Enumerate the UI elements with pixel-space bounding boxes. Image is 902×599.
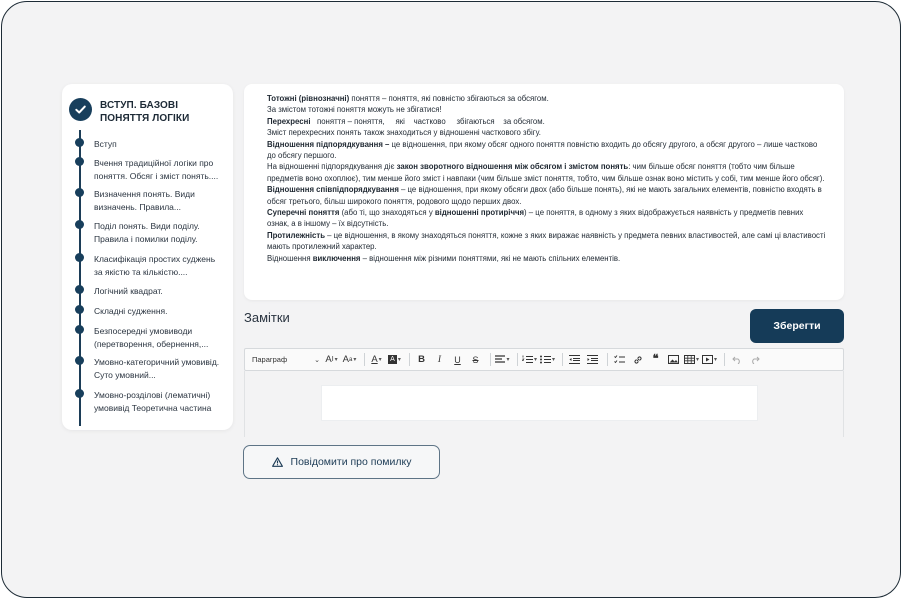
sidebar-item-label: Вступ [94, 139, 117, 149]
timeline-dot [75, 356, 84, 365]
align-icon[interactable] [495, 351, 510, 368]
term: відношенні протиріччя [434, 208, 525, 218]
paragraph [267, 116, 827, 127]
chevron-down-icon: ⌄ [314, 356, 320, 364]
timeline-dot [75, 253, 84, 262]
warning-icon [272, 457, 283, 467]
toolbar-divider [364, 353, 365, 366]
sidebar-item-label: Поділ понять. Види поділу. Правила і помилки поділу. [94, 221, 200, 244]
paragraph [267, 253, 827, 264]
underline-icon[interactable]: U [454, 354, 461, 365]
outdent-icon[interactable] [567, 351, 582, 368]
sidebar-item-label: Складні судження. [94, 306, 168, 316]
sidebar-item-label: Безпосередні умовиводи (перетворення, обернення,... [94, 326, 209, 349]
toolbar-divider [562, 353, 563, 366]
toolbar-divider [607, 353, 608, 366]
paragraph [267, 93, 827, 104]
paragraph-format-label: Параграф [252, 355, 288, 364]
term: Протилежність [267, 230, 325, 240]
app-frame [1, 1, 901, 598]
font-size-icon[interactable]: A I ▾ [324, 351, 339, 368]
save-button[interactable]: Зберегти [750, 309, 844, 343]
timeline-line [79, 130, 81, 426]
term: Суперечні поняття [267, 208, 340, 218]
section-title: ВСТУП. БАЗОВІ ПОНЯТТЯ ЛОГІКИ [100, 100, 190, 124]
term: Відношення підпорядкування – [267, 139, 390, 149]
sidebar-item-label: Умовно-розділові (лематичні) умовивід Теоретична частина [94, 390, 212, 413]
font-family-icon[interactable]: A a ▾ [342, 351, 357, 368]
timeline-dot [75, 138, 84, 147]
notes-label: Замітки [244, 310, 290, 325]
term: виключення [312, 253, 361, 263]
highlight-color-icon[interactable]: A ▾ [387, 351, 402, 368]
redo-icon[interactable] [747, 351, 762, 368]
todo-list-icon[interactable] [612, 351, 627, 368]
paragraph [267, 161, 827, 184]
undo-icon[interactable] [729, 351, 744, 368]
text: ) – це поняття, в одному з яких відображується наявність у предметів певних ознак, а в іншому – їх відсутність. [267, 208, 804, 229]
notes-editor-input[interactable] [321, 385, 758, 421]
timeline-dot [75, 325, 84, 334]
text: – відношення між різними поняттями, які не мають спільних елементів. [360, 253, 621, 263]
term: Перехресні [267, 116, 311, 126]
course-sidebar [62, 84, 233, 430]
sidebar-item-label: Класифікація простих суджень за якістю та кількістю.... [94, 254, 216, 277]
term: Тотожні (рівнозначні) [267, 94, 350, 103]
report-error-button[interactable] [243, 445, 440, 479]
section-header[interactable] [69, 98, 229, 128]
toolbar-divider [409, 353, 410, 366]
toolbar-divider [517, 353, 518, 366]
toolbar-divider [724, 353, 725, 366]
indent-icon[interactable] [585, 351, 600, 368]
sidebar-item-label: Логічний квадрат. [94, 286, 163, 296]
bulleted-list-icon[interactable] [540, 351, 555, 368]
timeline-dot [75, 188, 84, 197]
numbered-list-icon[interactable] [522, 351, 537, 368]
paragraph [267, 230, 827, 253]
sidebar-item-label: Умовно-категоричний умовивід. Суто умовний... [94, 357, 220, 380]
text: поняття – поняття, які частково збігаються за обсягом. [310, 116, 545, 126]
strikethrough-icon[interactable]: S [472, 354, 479, 365]
text: – це відношення, при якому обсяги двох (або більше понять), які не мають загальних елементів, повністю входять в обсяг третього, більш широкого поняття, родового щодо перших двох. [267, 185, 822, 206]
font-color-icon[interactable]: A ▾ [369, 351, 384, 368]
image-icon[interactable] [666, 351, 681, 368]
completed-check-icon [69, 98, 92, 121]
paragraph-format-select[interactable] [251, 351, 324, 368]
text: : чим більше обсяг поняття (тобто чим більше предметів воно охоплює), тим менше його зміст і навпаки (чим більше зміст поняття, тобто, чим більше ознак воно містить у собі, тим менше його обсяг). [267, 162, 825, 183]
timeline-dot [75, 285, 84, 294]
timeline-dot [75, 305, 84, 314]
link-icon[interactable] [630, 351, 645, 368]
bold-icon[interactable]: B [418, 354, 425, 365]
paragraph [267, 139, 827, 162]
text: Відношення [267, 253, 313, 263]
text: На відношенні підпорядкування діє [267, 162, 397, 172]
notes-editor-area [244, 371, 844, 437]
table-icon[interactable] [684, 351, 699, 368]
sidebar-item-label: Вчення традиційної логіки про поняття. Обсяг і зміст понять.... [94, 158, 219, 181]
blockquote-icon[interactable]: ❝ [652, 353, 659, 365]
italic-icon[interactable]: I [437, 354, 442, 365]
timeline-dot [75, 389, 84, 398]
paragraph: Зміст перехресних понять також знаходиться у відношенні часткового збігу. [267, 128, 541, 138]
toolbar-divider [490, 353, 491, 366]
term: закон зворотного відношення між обсягом і змістом понять [396, 162, 629, 172]
editor-toolbar [244, 348, 844, 371]
paragraph [267, 184, 827, 207]
sidebar-item-label: Визначення понять. Види визначень. Правила... [94, 189, 195, 212]
lesson-text [267, 93, 827, 264]
paragraph [267, 207, 827, 230]
term: Відношення співпідпорядкування [267, 185, 399, 195]
timeline-dot [75, 220, 84, 229]
media-icon[interactable] [702, 351, 717, 368]
text: це відношення, при якому обсяг одного поняття повністю входить до обсягу другого, а обсяг другого – лише частково до обсягу першого. [267, 139, 818, 161]
report-error-label: Повідомити про помилку [290, 456, 412, 468]
text: поняття – поняття, які повністю збігаються за обсягом. [349, 94, 549, 103]
paragraph: За змістом тотожні поняття можуть не збігатися! [267, 105, 442, 115]
timeline-dot [75, 157, 84, 166]
lesson-content-card [244, 84, 844, 300]
text: – це відношення, в якому знаходяться поняття, кожне з яких виражає наявність у предмета певних властивостей, але самі ці властивості мають протилежний характер. [267, 230, 826, 252]
text: (або ті, що знаходяться у [339, 208, 435, 218]
